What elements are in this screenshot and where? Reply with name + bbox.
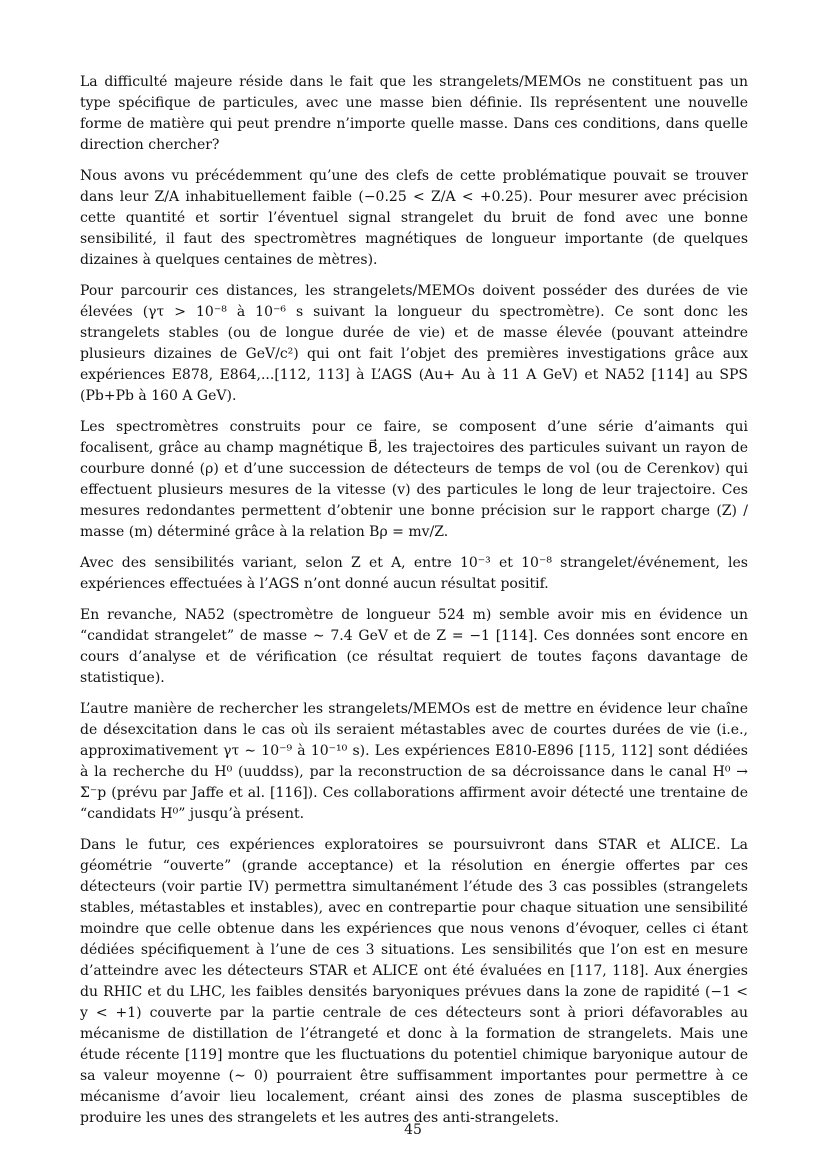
paragraph-2: Nous avons vu précédemment qu’une des clefs de cette problématique pouvait se trouver dans leur Z/A inhabituellement faible (−0.25 < Z/A < +0.25). Pour mesurer avec précision cette quantité et sortir l’éventuel signal strangelet du bruit de fond avec une bonne sensibilité, il faut des spectromètres magnétiques de longueur importante (de quelques dizaines à quelques centaines de mètres). <box>80 168 748 268</box>
paragraph-8: Dans le futur, ces expériences exploratoires se poursuivront dans STAR et ALICE. La géométrie “ouverte” (grande acceptance) et la résolution en énergie offertes par ces détecteurs (voir partie IV) permettra simultanément l’étude des 3 cas possibles (strangelets stables, métastables et instables), avec en contrepartie pour chaque situation une sensibilité moindre que celle obtenue dans les expériences que nous venons d’évoquer, celles ci étant dédiées spécifiquement à l’une de ces 3 situations. Les sensibilités que l’on est en mesure d’atteindre avec les détecteurs STAR et ALICE ont été évaluées en [117, 118]. Aux énergies du RHIC et du LHC, les faibles densités baryoniques prévues dans la zone de rapidité (−1 < y < +1) couverte par la partie centrale de ces détecteurs sont à priori défavorables au mécanisme de distillation de l’étrangeté et donc à la formation de strangelets. Mais une étude récente [119] montre que les fluctuations du potentiel chimique baryonique autour de sa valeur moyenne (∼ 0) pourraient être suffisamment importantes pour permettre à ce mécanisme d’avoir lieu localement, créant ainsi des zones de plasma susceptibles de produire les unes des strangelets et les autres des anti-strangelets. <box>80 837 748 1126</box>
page-number: 45 <box>404 1122 422 1138</box>
paragraph-1: La difficulté majeure réside dans le fait que les strangelets/MEMOs ne constituent pas un type spécifique de particules, avec une masse bien définie. Ils représentent une nouvelle forme de matière qui peut prendre n’importe quelle masse. Dans ces conditions, dans quelle direction chercher? <box>80 74 748 153</box>
paragraph-5: Avec des sensibilités variant, selon Z et A, entre 10⁻³ et 10⁻⁸ strangelet/événement, les expériences effectuées à l’AGS n’ont donné aucun résultat positif. <box>80 555 748 592</box>
page-body <box>80 72 748 1139</box>
paragraph-6: En revanche, NA52 (spectromètre de longueur 524 m) semble avoir mis en évidence un “candidat strangelet” de masse ∼ 7.4 GeV et de Z = −1 [114]. Ces données sont encore en cours d’analyse et de vérification (ce résultat requiert de toutes façons davantage de statistique). <box>80 607 748 686</box>
paragraph-3: Pour parcourir ces distances, les strangelets/MEMOs doivent posséder des durées de vie élevées (γτ > 10⁻⁸ à 10⁻⁶ s suivant la longueur du spectromètre). Ce sont donc les strangelets stables (ou de longue durée de vie) et de masse élevée (pouvant atteindre plusieurs dizaines de GeV/c²) qui ont fait l’objet des premières investigations grâce aux expériences E878, E864,...[112, 113] à L’AGS (Au+ Au à 11 A GeV) et NA52 [114] au SPS (Pb+Pb à 160 A GeV). <box>80 283 748 404</box>
paragraph-4: Les spectromètres construits pour ce faire, se composent d’une série d’aimants qui focalisent, grâce au champ magnétique B⃗, les trajectoires des particules suivant un rayon de courbure donné (ρ) et d’une succession de détecteurs de temps de vol (ou de Cerenkov) qui effectuent plusieurs mesures de la vitesse (v) des particules le long de leur trajectoire. Ces mesures redondantes permettent d’obtenir une bonne précision sur le rapport charge (Z) / masse (m) déterminé grâce à la relation Bρ = mv/Z. <box>80 419 748 540</box>
paragraph-7: L’autre manière de rechercher les strangelets/MEMOs est de mettre en évidence leur chaîne de désexcitation dans le cas où ils seraient métastables avec de courtes durées de vie (i.e., approximativement γτ ∼ 10⁻⁹ à 10⁻¹⁰ s). Les expériences E810-E896 [115, 112] sont dédiées à la recherche du H⁰ (uuddss), par la reconstruction de sa décroissance dans le canal H⁰ → Σ⁻p (prévu par Jaffe et al. [116]). Ces collaborations affirment avoir détecté une trentaine de “candidats H⁰” jusqu’à présent. <box>80 701 748 822</box>
